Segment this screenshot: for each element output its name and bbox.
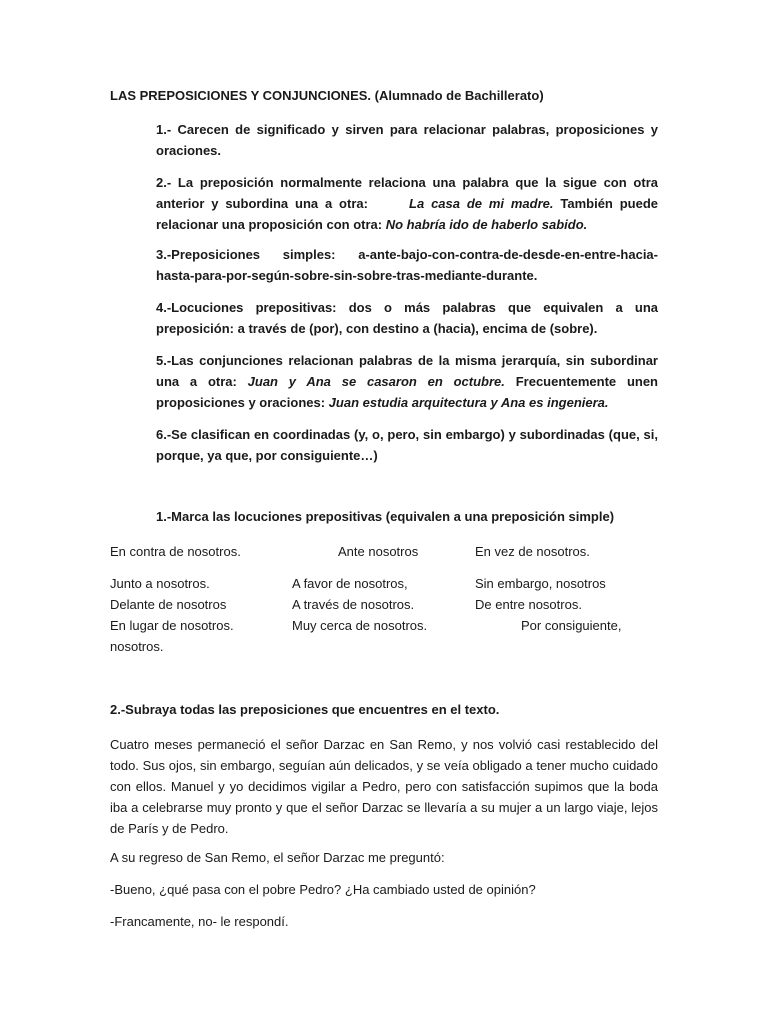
point-5-example-2: Juan estudia arquitectura y Ana es ingeniera.	[328, 395, 609, 410]
page-title: LAS PREPOSICIONES Y CONJUNCIONES. (Alumnado de Bachillerato)	[110, 88, 544, 103]
point-2-example-1: La casa de mi madre.	[409, 196, 554, 211]
exercise-2-line-1: A su regreso de San Remo, el señor Darzac me preguntó:	[110, 850, 445, 865]
exercise-1-heading: 1.-Marca las locuciones prepositivas (equivalen a una preposición simple)	[156, 509, 615, 524]
point-2-example-2: No habría ido de haberlo sabido.	[385, 217, 588, 232]
locution-cell: Por consiguiente,	[521, 618, 622, 633]
locution-cell: En lugar de nosotros.	[110, 618, 234, 633]
locution-cell: nosotros.	[110, 639, 164, 654]
locution-cell: Delante de nosotros	[110, 597, 227, 612]
locution-cell: En contra de nosotros.	[110, 544, 241, 559]
point-5-text-b: Frecuentemente unen proposiciones y oraciones:	[156, 374, 658, 410]
point-5-text-a: 5.-Las conjunciones relacionan palabras de la misma jerarquía, sin subordinar una a otra:	[156, 353, 658, 389]
point-1: 1.- Carecen de significado y sirven para relacionar palabras, proposiciones y oraciones.	[156, 122, 658, 158]
exercise-2-line-2: -Bueno, ¿qué pasa con el pobre Pedro? ¿Ha cambiado usted de opinión?	[110, 882, 536, 897]
point-2	[156, 172, 658, 235]
point-2-text-a: 2.- La preposición normalmente relaciona una palabra que la sigue con otra anterior y subordina una a otra:	[156, 175, 658, 211]
locution-cell: A través de nosotros.	[292, 597, 415, 612]
point-5	[156, 350, 658, 413]
locution-cell: Junto a nosotros.	[110, 576, 210, 591]
point-5-example-1: Juan y Ana se casaron en octubre.	[247, 374, 505, 389]
locution-cell: Sin embargo, nosotros	[475, 576, 606, 591]
locution-cell: De entre nosotros.	[475, 597, 582, 612]
point-4: 4.-Locuciones prepositivas: dos o más palabras que equivalen a una preposición: a través de (por), con destino a (hacia), encima de (sobre).	[156, 300, 658, 336]
locution-cell: Muy cerca de nosotros.	[292, 618, 428, 633]
point-6: 6.-Se clasifican en coordinadas (y, o, pero, sin embargo) y subordinadas (que, si, porque, ya que, por consiguiente…)	[156, 427, 658, 463]
exercise-2-text: Cuatro meses permaneció el señor Darzac en San Remo, y nos volvió casi restablecido del todo. Sus ojos, sin embargo, seguían aún delicados, y se veía obligado a tener mucho cuidado con ellos. Manuel y yo decidimos vigilar a Pedro, pero con satisfacción supimos que la boda iba a celebrarse muy pronto y que el señor Darzac se llevaría a su mujer a un largo viaje, lejos de París y de Pedro.	[110, 737, 658, 836]
locution-cell: Ante nosotros	[338, 544, 419, 559]
locution-cell: En vez de nosotros.	[475, 544, 590, 559]
point-2-text-b: También puede relacionar una proposición con otra:	[156, 196, 658, 232]
exercise-2-line-3: -Francamente, no- le respondí.	[110, 914, 289, 929]
point-3: 3.-Preposiciones simples: a-ante-bajo-con-contra-de-desde-en-entre-hacia-hasta-para-por-según-sobre-sin-sobre-tras-mediante-durante.	[156, 247, 658, 283]
exercise-2-heading: 2.-Subraya todas las preposiciones que encuentres en el texto.	[110, 702, 500, 717]
locution-cell: A favor de nosotros,	[292, 576, 408, 591]
